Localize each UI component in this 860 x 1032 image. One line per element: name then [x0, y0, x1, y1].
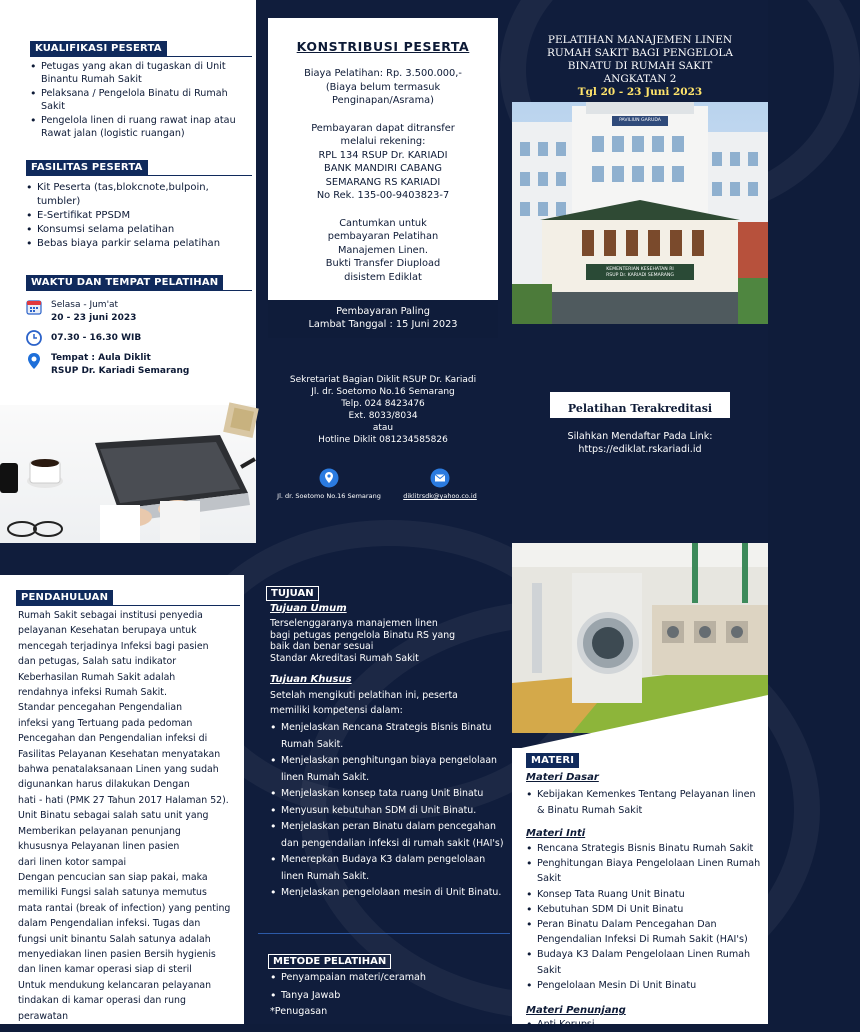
email-icon — [430, 468, 450, 488]
schedule-place-row — [26, 352, 252, 377]
title-line: BINATU DI RUMAH SAKIT — [567, 60, 713, 72]
secretariat-line: Sekretariat Bagian Diklit RSUP Dr. Kariadi — [289, 375, 477, 385]
methods-list — [270, 969, 500, 1005]
introduction-line: infeksi yang Tertuang pada pedoman — [18, 717, 193, 729]
introduction-line: bahwa penatalaksanaan Linen yang sudah — [18, 764, 219, 776]
qualification-heading: KUALIFIKASI PESERTA — [30, 41, 167, 56]
note-line: Bukti Transfer Diupload — [325, 258, 441, 269]
specific-objective-intro — [270, 689, 512, 718]
email-label: diklitrsdk@yahoo.co.id — [403, 492, 477, 500]
introduction-line: Pencegahan dan Pengendalian infeksi di — [18, 733, 208, 745]
specific-objective-heading: Tujuan Khusus — [270, 674, 352, 686]
methods-heading: METODE PELATIHAN — [268, 954, 391, 969]
introduction-text — [18, 608, 244, 1024]
panel-introduction — [0, 575, 244, 1024]
methods-extra: *Penugasan — [270, 1006, 328, 1017]
introduction-line: khususnya Pelayanan linen pasien — [18, 841, 180, 853]
note-line: disistem Ediklat — [344, 271, 422, 283]
schedule-day: Selasa - Jum'at — [51, 300, 119, 310]
introduction-line: Dengan pencucian san siap pakai, maka — [18, 871, 208, 883]
transfer-line: Pembayaran dapat ditransfer — [311, 122, 455, 134]
introduction-line: hati - hati (PMK 27 Tahun 2017 Halaman 52). — [18, 794, 229, 806]
fee-block — [268, 67, 498, 108]
list-item: • Menyusun kebutuhan SDM di Unit Binatu. — [270, 803, 506, 820]
list-item: • Menerepkan Budaya K3 dalam pengelolaan linen Rumah Sakit. — [270, 852, 506, 885]
list-item: • Rencana Strategis Bisnis Binatu Rumah Sakit — [526, 841, 762, 856]
introduction-line: mata rantai (break of infection) yang penting — [18, 902, 231, 914]
schedule-place: Tempat : Aula Diklit — [51, 353, 151, 363]
objective-line: bagi petugas pengelola Binatu RS yang — [270, 629, 456, 641]
note-line: pembayaran Pelatihan — [327, 231, 439, 242]
introduction-line: perawatan — [18, 1010, 69, 1022]
facility-section — [26, 155, 252, 251]
objective-line: baik dan benar sesuai — [270, 641, 374, 653]
objectives-heading: TUJUAN — [266, 586, 319, 601]
supporting-material-heading: Materi Penunjang — [526, 1005, 626, 1017]
title-date: Tgl 20 - 23 Juni 2023 — [577, 86, 703, 98]
list-item: • Penyampaian materi/ceramah — [270, 969, 500, 987]
registration-info — [512, 430, 768, 456]
introduction-line: rendahnya infeksi Rumah Sakit. — [18, 687, 167, 699]
introduction-line: Rumah Sakit sebagai institusi penyedia — [18, 610, 203, 621]
introduction-line: tindakan di kamar operasi dan rung — [18, 995, 186, 1007]
contribution-heading: KONSTRIBUSI PESERTA — [296, 39, 470, 54]
list-item: • Kit Peserta (tas,blokcnote,bulpoin, tumbler) — [26, 181, 252, 209]
panel-objectives — [256, 575, 512, 1024]
basic-material-heading: Materi Dasar — [526, 772, 599, 783]
registration-link[interactable]: https://ediklat.rskariadi.id — [578, 444, 702, 455]
schedule-heading: WAKTU DAN TEMPAT PELATIHAN — [26, 275, 223, 290]
list-item: • Penghitungan Biaya Pengelolaan Linen Rumah Sakit — [526, 856, 762, 886]
transfer-line: BANK MANDIRI CABANG — [324, 163, 442, 174]
introduction-line: fungsi unit binantu Salah satunya adalah — [18, 933, 211, 945]
introduction-line: memiliki Fungsi salah satunya memutus — [18, 887, 207, 899]
fee-line: Penginapan/Asrama) — [332, 95, 434, 106]
secretariat-line: Ext. 8033/8034 — [348, 411, 418, 421]
schedule-time-row — [26, 330, 252, 346]
list-item: • Bebas biaya parkir selama pelatihan — [26, 237, 252, 251]
supporting-material-list — [526, 1018, 762, 1032]
introduction-line: mencegah terjadinya Infeksi bagi pasien — [18, 640, 209, 652]
accreditation-badge — [550, 392, 730, 418]
introduction-line: Keberhasilan Rumah Sakit adalah — [18, 671, 176, 683]
objective-line: Terselenggaranya manajemen linen — [270, 618, 438, 629]
laptop-desk-photo — [0, 405, 256, 543]
list-item: • Konsumsi selama pelatihan — [26, 223, 252, 237]
objective-line: Standar Akreditasi Rumah Sakit — [270, 652, 419, 664]
list-item: • Kebijakan Kemenkes Tentang Pelayanan linen & Binatu Rumah Sakit — [526, 787, 762, 818]
transfer-line: melalui rekening: — [340, 136, 426, 147]
clock-icon — [26, 330, 42, 346]
introduction-line: Standar pencegahan Pengendalian — [18, 702, 183, 714]
transfer-line: SEMARANG RS KARIADI — [325, 176, 441, 188]
list-item: • Konsep Tata Ruang Unit Binatu — [526, 887, 762, 902]
introduction-line: dalam Pengendalian infeksi. Tugas dan — [18, 918, 201, 930]
transfer-line: No Rek. 135-00-9403823-7 — [316, 190, 450, 201]
title-line: RUMAH SAKIT BAGI PENGELOLA — [547, 47, 733, 59]
intro-line: memiliki kompetensi dalam: — [270, 704, 403, 716]
deadline-line: Pembayaran Paling — [336, 306, 430, 317]
general-objective-heading: Tujuan Umum — [270, 603, 347, 614]
facility-heading: FASILITAS PESERTA — [26, 160, 148, 175]
introduction-line: dari linen kotor sampai — [18, 856, 127, 868]
building-top-sign: PAVILIUN GARUDA — [619, 118, 661, 123]
methods-divider — [258, 933, 510, 934]
location-pin-icon — [26, 352, 42, 370]
list-item: • Pengelola linen di ruang rawat inap atau Rawat jalan (logistic ruangan) — [30, 114, 252, 141]
panel-contribution — [268, 18, 498, 300]
introduction-line: Fasilitas Pelayanan Kesehatan menyatakan — [18, 748, 221, 760]
photo-corner-decoration — [512, 690, 768, 750]
address-label: Jl. dr. Soetomo No.16 Semarang — [277, 492, 381, 500]
registration-label: Silahkan Mendaftar Pada Link: — [567, 431, 713, 442]
introduction-line: Unit Binatu sebagai salah satu unit yang — [18, 810, 209, 822]
note-line: Manajemen Linen. — [337, 244, 429, 256]
list-item: • Menjelaskan konsep tata ruang Unit Binatu — [270, 786, 506, 803]
payment-deadline-banner — [268, 300, 498, 338]
list-item: • Pelaksana / Pengelola Binatu di Rumah Sakit — [30, 87, 252, 114]
address-contact — [270, 468, 388, 500]
note-line: Cantumkan untuk — [339, 217, 427, 229]
introduction-line: Memberikan pelayanan penunjang — [18, 825, 181, 837]
schedule-date: 20 - 23 juni 2023 — [51, 312, 137, 323]
email-contact — [384, 468, 496, 500]
introduction-line: dan linen kamar operasi siap di steril — [18, 964, 192, 976]
introduction-line: Untuk mendukung kelancaran pelayanan — [18, 979, 212, 991]
list-item: • Kebutuhan SDM Di Unit Binatu — [526, 902, 762, 917]
transfer-block — [268, 122, 498, 203]
introduction-line: menyediakan linen pasien Bersih hygienis — [18, 948, 216, 960]
materials-heading: MATERI — [526, 753, 579, 768]
list-item: • Peran Binatu Dalam Pencegahan Dan Pengendalian Infeksi Di Rumah Sakit (HAI's) — [526, 917, 762, 947]
schedule-section — [26, 270, 252, 377]
introduction-line: digunankan harus dilakukan Dengan — [18, 779, 190, 791]
list-item: • Menjelaskan Rencana Strategis Bisnis Binatu Rumah Sakit. — [270, 720, 506, 753]
qualification-list — [30, 60, 252, 140]
intro-line: Setelah mengikuti pelatihan ini, peserta — [270, 690, 458, 702]
schedule-time: 07.30 - 16.30 WIB — [51, 332, 142, 343]
list-item: • Budaya K3 Dalam Pengelolaan Linen Rumah Sakit — [526, 947, 762, 977]
calendar-icon — [26, 299, 42, 315]
qualification-section — [30, 36, 252, 140]
general-objective-text — [270, 618, 512, 664]
map-pin-icon — [319, 468, 339, 488]
core-material-heading: Materi Inti — [526, 828, 586, 839]
basic-material-list — [526, 787, 762, 818]
hospital-building-photo — [512, 102, 768, 324]
building-sign: KEMENTERIAN KESEHATAN RI RSUP Dr. KARIADI SEMARANG — [606, 267, 674, 278]
fee-line: Biaya Pelatihan: Rp. 3.500.000,- — [304, 68, 462, 79]
list-item: • Tanya Jawab — [270, 987, 500, 1005]
introduction-line: dan petugas, Salah satu indikator — [18, 656, 177, 668]
list-item: • Anti Korupsi — [526, 1018, 762, 1032]
panel-participant-info — [0, 0, 256, 543]
title-line: PELATIHAN MANAJEMEN LINEN — [547, 34, 733, 46]
specific-objective-list — [270, 720, 506, 902]
list-item: • Menjelaskan pengelolaan mesin di Unit Binatu. — [270, 885, 506, 902]
secretariat-line: Telp. 024 8423476 — [341, 399, 425, 409]
secretariat-line: atau — [372, 423, 394, 433]
schedule-date-row — [26, 299, 252, 324]
secretariat-line: Jl. dr. Soetomo No.16 Semarang — [311, 387, 455, 397]
title-line: ANGKATAN 2 — [603, 73, 677, 85]
cover-title — [512, 34, 768, 99]
fee-line: (Biaya belum termasuk — [325, 81, 441, 93]
list-item: • E-Sertifikat PPSDM — [26, 209, 252, 223]
schedule-place-detail: RSUP Dr. Kariadi Semarang — [51, 365, 190, 376]
list-item: • Petugas yang akan di tugaskan di Unit Binantu Rumah Sakit — [30, 60, 252, 87]
list-item: • Menjelaskan peran Binatu dalam pencegahan dan pengendalian infeksi di rumah sakit (HAI's) — [270, 819, 506, 852]
facility-list — [26, 181, 252, 251]
list-item: • Menjelaskan penghitungan biaya pengelolaan linen Rumah Sakit. — [270, 753, 506, 786]
introduction-heading: PENDAHULUAN — [16, 590, 113, 605]
secretariat-block — [268, 374, 498, 446]
transfer-line: RPL 134 RSUP Dr. KARIADI — [318, 149, 448, 161]
accreditation-text: Pelatihan Terakreditasi — [567, 402, 713, 415]
note-block — [268, 217, 498, 285]
introduction-line: pelayanan Kesehatan berupaya untuk — [18, 625, 197, 637]
contribution-heading-wrap — [268, 36, 498, 55]
panel-materials — [512, 748, 768, 1031]
core-material-list — [526, 841, 762, 993]
list-item: • Pengelolaan Mesin Di Unit Binatu — [526, 978, 762, 993]
secretariat-line: Hotline Diklit 081234585826 — [318, 435, 448, 445]
deadline-line: Lambat Tanggal : 15 Juni 2023 — [308, 318, 458, 330]
